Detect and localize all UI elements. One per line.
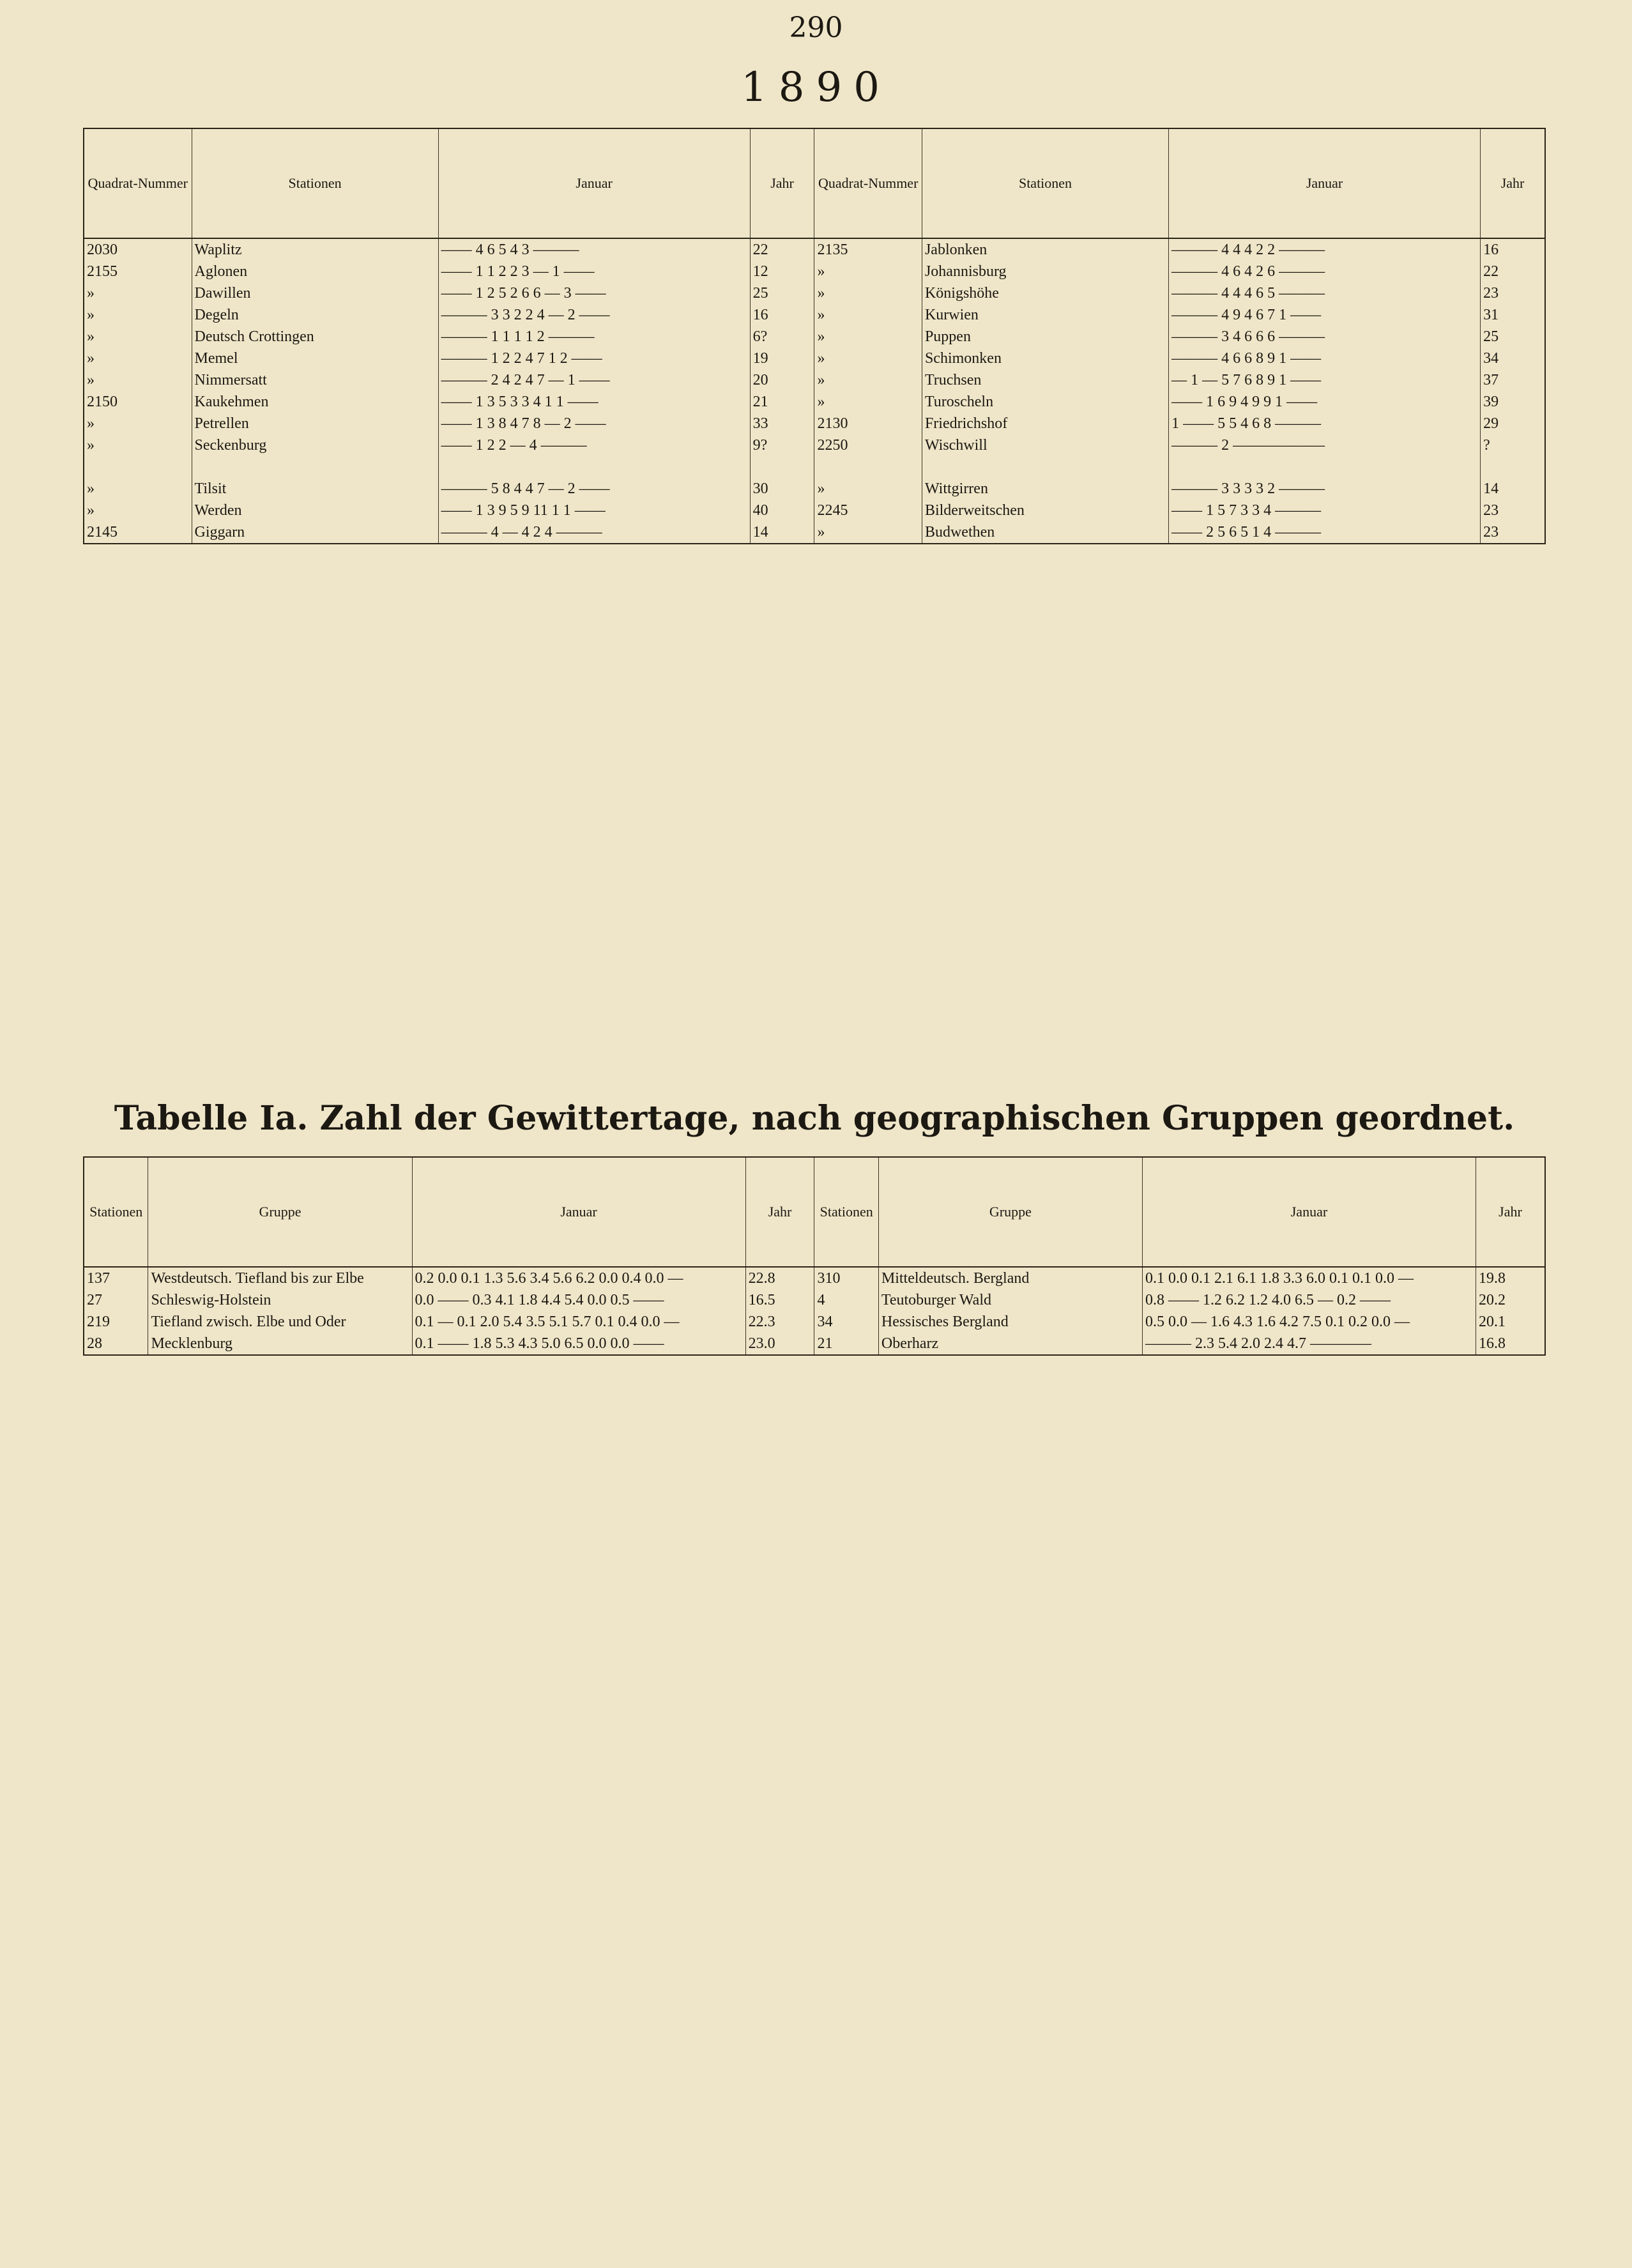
table-cell: 4 [814, 1289, 878, 1311]
table-1a-title: Tabelle Ia. Zahl der Gewittertage, nach geographischen Gruppen geordnet. [114, 1099, 1515, 1138]
col-quadrat-right: Quadrat-Nummer [814, 128, 922, 238]
table-cell: 2130 [814, 413, 922, 434]
table-cell: 34 [814, 1311, 878, 1333]
table-cell: 16 [1481, 238, 1545, 261]
table-cell: » [84, 304, 192, 326]
spacer-cell [814, 456, 922, 478]
table-cell: 0.1 —— 1.8 5.3 4.3 5.0 6.5 0.0 0.0 —— [412, 1333, 745, 1355]
table-cell: 21 [750, 391, 814, 413]
table-cell: ——— 3 3 2 2 4 — 2 —— [438, 304, 750, 326]
table-row [84, 478, 1545, 500]
table-cell: Johannisburg [922, 261, 1168, 282]
table-cell: Westdeutsch. Tiefland bis zur Elbe [148, 1267, 412, 1289]
table-cell: —— 1 5 7 3 3 4 ——— [1169, 500, 1481, 521]
table-cell: ——— 3 4 6 6 6 ——— [1169, 326, 1481, 348]
table-cell: —— 1 3 8 4 7 8 — 2 —— [438, 413, 750, 434]
table-cell: » [814, 521, 922, 544]
table-cell: 29 [1481, 413, 1545, 434]
table-row [84, 1333, 1545, 1355]
table-row [84, 326, 1545, 348]
table-cell: 25 [1481, 326, 1545, 348]
col-gruppe-right: Gruppe [878, 1157, 1142, 1267]
row-spacer [84, 456, 1545, 478]
table-cell: ——— 4 9 4 6 7 1 —— [1169, 304, 1481, 326]
table-cell: 23 [1481, 500, 1545, 521]
table-cell: 0.5 0.0 — 1.6 4.3 1.6 4.2 7.5 0.1 0.2 0.0 — [1142, 1311, 1476, 1333]
table-cell: 0.1 — 0.1 2.0 5.4 3.5 5.1 5.7 0.1 0.4 0.0 — [412, 1311, 745, 1333]
page-number: 290 [789, 11, 843, 44]
table-row [84, 521, 1545, 544]
table-cell: 20.2 [1476, 1289, 1546, 1311]
table-cell: Turoscheln [922, 391, 1168, 413]
station-rows [84, 238, 1545, 544]
table-cell: — 1 — 5 7 6 8 9 1 —— [1169, 369, 1481, 391]
table-cell: 9? [750, 434, 814, 456]
table-cell: 39 [1481, 391, 1545, 413]
table-cell: Oberharz [878, 1333, 1142, 1355]
table-row [84, 1267, 1545, 1289]
table-cell: » [814, 348, 922, 369]
col-gruppe: Gruppe [148, 1157, 412, 1267]
table-cell: » [814, 391, 922, 413]
table-cell: » [814, 478, 922, 500]
table-cell: 0.8 —— 1.2 6.2 1.2 4.0 6.5 — 0.2 —— [1142, 1289, 1476, 1311]
table-cell: 23 [1481, 521, 1545, 544]
table-cell: Puppen [922, 326, 1168, 348]
table-cell: —— 1 2 2 — 4 ——— [438, 434, 750, 456]
col-jahr-left: Jahr [750, 128, 814, 238]
table-cell: 20 [750, 369, 814, 391]
table-cell: ——— 1 1 1 1 2 ——— [438, 326, 750, 348]
table-cell: Schleswig-Holstein [148, 1289, 412, 1311]
table-cell: ——— 4 6 4 2 6 ——— [1169, 261, 1481, 282]
col-jahr-left-2: Jahr [745, 1157, 814, 1267]
table-cell: 219 [84, 1311, 148, 1333]
col-stationen: Stationen [192, 128, 438, 238]
col-months-left-2: Januar [412, 1157, 745, 1267]
spacer-cell [1169, 456, 1481, 478]
table-cell: » [84, 326, 192, 348]
table-cell: 27 [84, 1289, 148, 1311]
col-stationen-count: Stationen [84, 1157, 148, 1267]
table-cell: » [814, 369, 922, 391]
table-cell: » [84, 413, 192, 434]
table-cell: 0.2 0.0 0.1 1.3 5.6 3.4 5.6 6.2 0.0 0.4 0.0 — [412, 1267, 745, 1289]
table-row [84, 238, 1545, 261]
table-cell: 25 [750, 282, 814, 304]
table-cell: 22 [750, 238, 814, 261]
table-cell: Werden [192, 500, 438, 521]
table-cell: » [84, 369, 192, 391]
spacer-cell [438, 456, 750, 478]
table-cell: Jablonken [922, 238, 1168, 261]
table-cell: Nimmersatt [192, 369, 438, 391]
table-row [84, 500, 1545, 521]
table-cell: Dawillen [192, 282, 438, 304]
table-cell: Wischwill [922, 434, 1168, 456]
col-jahr-right-2: Jahr [1476, 1157, 1546, 1267]
table-cell: Aglonen [192, 261, 438, 282]
table-cell: 19 [750, 348, 814, 369]
table-cell: —— 1 3 9 5 9 11 1 1 —— [438, 500, 750, 521]
table-cell: —— 4 6 5 4 3 ——— [438, 238, 750, 261]
table-cell: Mitteldeutsch. Bergland [878, 1267, 1142, 1289]
table-cell: 2135 [814, 238, 922, 261]
spacer-cell [1481, 456, 1545, 478]
table-row [84, 304, 1545, 326]
table-cell: Memel [192, 348, 438, 369]
table-cell: Kaukehmen [192, 391, 438, 413]
table-row [84, 434, 1545, 456]
table-cell: Truchsen [922, 369, 1168, 391]
table-cell: 28 [84, 1333, 148, 1355]
table-cell: » [814, 304, 922, 326]
table-cell: » [814, 326, 922, 348]
table-row [84, 1289, 1545, 1311]
table-cell: ——— 2.3 5.4 2.0 2.4 4.7 ———— [1142, 1333, 1476, 1355]
table-cell: ——— 4 — 4 2 4 ——— [438, 521, 750, 544]
table-cell: —— 2 5 6 5 1 4 ——— [1169, 521, 1481, 544]
table-cell: Friedrichshof [922, 413, 1168, 434]
table-cell: —— 1 6 9 4 9 9 1 —— [1169, 391, 1481, 413]
table-cell: 33 [750, 413, 814, 434]
table-cell: 16.8 [1476, 1333, 1546, 1355]
table-cell: 23 [1481, 282, 1545, 304]
table-cell: Budwethen [922, 521, 1168, 544]
table-cell: 2155 [84, 261, 192, 282]
table-row [84, 391, 1545, 413]
col-months-right-2: Januar [1142, 1157, 1476, 1267]
table-cell: 1 —— 5 5 4 6 8 ——— [1169, 413, 1481, 434]
table-cell: Giggarn [192, 521, 438, 544]
table-cell: 34 [1481, 348, 1545, 369]
table-cell: ? [1481, 434, 1545, 456]
table-cell: ——— 2 4 2 4 7 — 1 —— [438, 369, 750, 391]
table-cell: 22.3 [745, 1311, 814, 1333]
table-cell: Schimonken [922, 348, 1168, 369]
table-cell: —— 1 2 5 2 6 6 — 3 —— [438, 282, 750, 304]
page-year: 1890 [741, 64, 891, 111]
spacer-cell [84, 456, 192, 478]
col-quadrat: Quadrat-Nummer [84, 128, 192, 238]
table-cell: 22.8 [745, 1267, 814, 1289]
table-row [84, 282, 1545, 304]
table-cell: 310 [814, 1267, 878, 1289]
table-cell: » [84, 478, 192, 500]
table-cell: Degeln [192, 304, 438, 326]
table-cell: 2150 [84, 391, 192, 413]
table-cell: Bilderweitschen [922, 500, 1168, 521]
station-table [83, 128, 1546, 544]
col-months-left: Januar [438, 128, 750, 238]
table-cell: Mecklenburg [148, 1333, 412, 1355]
spacer-cell [750, 456, 814, 478]
table-cell: 19.8 [1476, 1267, 1546, 1289]
table-cell: 23.0 [745, 1333, 814, 1355]
table-cell: 37 [1481, 369, 1545, 391]
table-cell: » [814, 282, 922, 304]
table-cell: 31 [1481, 304, 1545, 326]
spacer-cell [192, 456, 438, 478]
group-rows [84, 1267, 1545, 1355]
table-cell: Tiefland zwisch. Elbe und Oder [148, 1311, 412, 1333]
table-cell: ——— 1 2 2 4 7 1 2 —— [438, 348, 750, 369]
col-months-right: Januar [1169, 128, 1481, 238]
col-stationen-count-right: Stationen [814, 1157, 878, 1267]
table-cell: Petrellen [192, 413, 438, 434]
table-cell: 16.5 [745, 1289, 814, 1311]
table-row [84, 413, 1545, 434]
table-cell: Tilsit [192, 478, 438, 500]
table-cell: 30 [750, 478, 814, 500]
table-cell: 2030 [84, 238, 192, 261]
table-cell: 137 [84, 1267, 148, 1289]
col-jahr-right: Jahr [1481, 128, 1545, 238]
table-cell: » [84, 282, 192, 304]
table-cell: 14 [750, 521, 814, 544]
table-cell: Königshöhe [922, 282, 1168, 304]
table-cell: 2145 [84, 521, 192, 544]
table-cell: ——— 3 3 3 3 2 ——— [1169, 478, 1481, 500]
table-cell: 40 [750, 500, 814, 521]
table-cell: » [84, 500, 192, 521]
table-cell: Deutsch Crottingen [192, 326, 438, 348]
table-cell: Wittgirren [922, 478, 1168, 500]
table-cell: ——— 4 4 4 2 2 ——— [1169, 238, 1481, 261]
group-table [83, 1156, 1546, 1356]
spacer-cell [922, 456, 1168, 478]
table-cell: Seckenburg [192, 434, 438, 456]
table-cell: 22 [1481, 261, 1545, 282]
table-cell: 2245 [814, 500, 922, 521]
table-cell: 0.1 0.0 0.1 2.1 6.1 1.8 3.3 6.0 0.1 0.1 0.0 — [1142, 1267, 1476, 1289]
table-cell: » [84, 434, 192, 456]
table-cell: Hessisches Bergland [878, 1311, 1142, 1333]
table-cell: 2250 [814, 434, 922, 456]
table-cell: 21 [814, 1333, 878, 1355]
table-row [84, 261, 1545, 282]
table-cell: » [84, 348, 192, 369]
table-cell: 14 [1481, 478, 1545, 500]
table-cell: —— 1 3 5 3 3 4 1 1 —— [438, 391, 750, 413]
table-cell: Teutoburger Wald [878, 1289, 1142, 1311]
table-cell: 20.1 [1476, 1311, 1546, 1333]
table-cell: ——— 4 6 6 8 9 1 —— [1169, 348, 1481, 369]
table-cell: Waplitz [192, 238, 438, 261]
table-cell: 16 [750, 304, 814, 326]
table-cell: ——— 5 8 4 4 7 — 2 —— [438, 478, 750, 500]
table-cell: 12 [750, 261, 814, 282]
table-cell: » [814, 261, 922, 282]
table-cell: —— 1 1 2 2 3 — 1 —— [438, 261, 750, 282]
table-cell: Kurwien [922, 304, 1168, 326]
table-cell: 0.0 —— 0.3 4.1 1.8 4.4 5.4 0.0 0.5 —— [412, 1289, 745, 1311]
table-row [84, 1311, 1545, 1333]
col-stationen-right: Stationen [922, 128, 1168, 238]
table-row [84, 348, 1545, 369]
table-row [84, 369, 1545, 391]
table-cell: 6? [750, 326, 814, 348]
table-cell: ——— 2 —————— [1169, 434, 1481, 456]
table-cell: ——— 4 4 4 6 5 ——— [1169, 282, 1481, 304]
